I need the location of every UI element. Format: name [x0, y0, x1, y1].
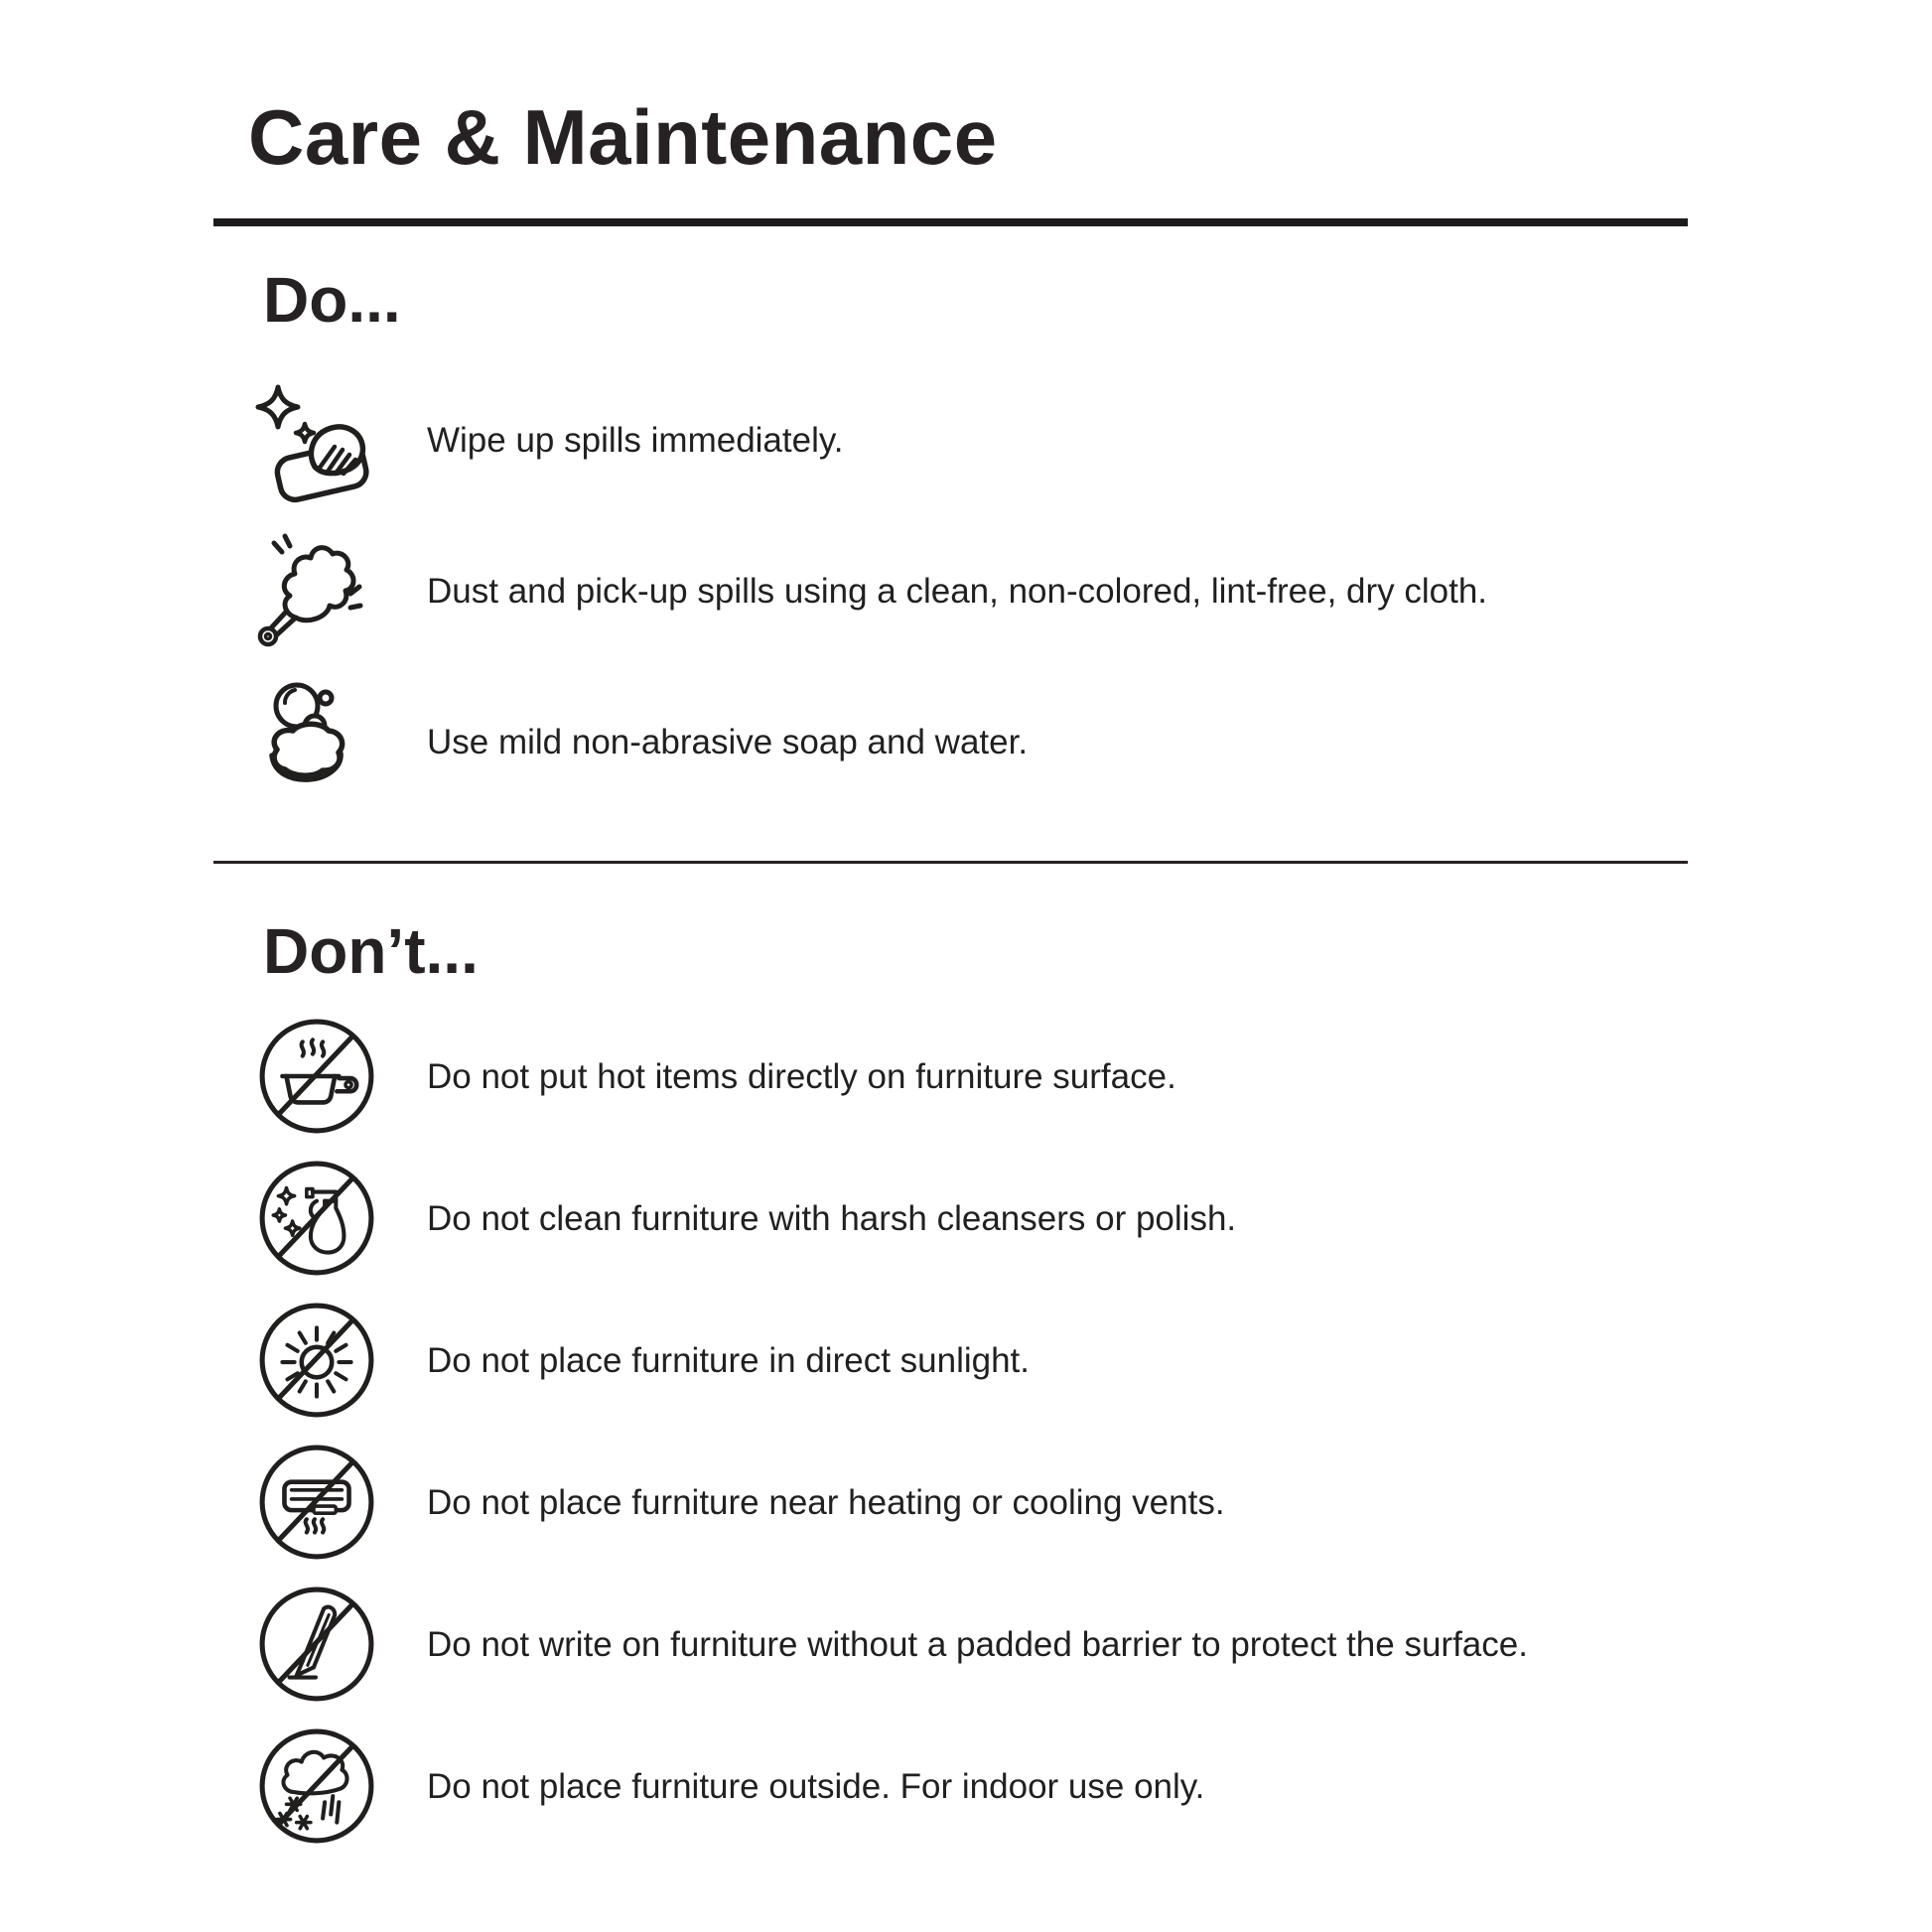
no-heating-vents-icon	[256, 1442, 377, 1563]
list-item-no-outdoor	[213, 1716, 1688, 1858]
dont-section-heading: Don’t...	[263, 915, 479, 988]
list-item-wipe-spills	[213, 364, 1688, 515]
list-item-no-hot-items	[213, 1006, 1688, 1148]
no-direct-sunlight-icon	[256, 1300, 377, 1421]
list-item-label: Do not put hot items directly on furniture surface.	[427, 1056, 1176, 1096]
duster-icon	[248, 526, 377, 655]
list-item-no-vents	[213, 1432, 1688, 1574]
no-outdoor-use-icon	[256, 1725, 377, 1847]
list-item-label: Do not write on furniture without a padded barrier to protect the surface.	[427, 1624, 1528, 1664]
page-title: Care & Maintenance	[248, 93, 998, 181]
list-item-no-writing	[213, 1574, 1688, 1716]
list-item-mild-soap	[213, 666, 1688, 817]
title-divider	[213, 218, 1688, 226]
wipe-hand-sparkle-icon	[248, 375, 377, 504]
no-harsh-cleansers-icon	[256, 1158, 377, 1279]
no-writing-icon	[256, 1584, 377, 1705]
list-item-label: Dust and pick-up spills using a clean, non-colored, lint-free, dry cloth.	[427, 571, 1488, 611]
list-item-label: Do not place furniture near heating or cooling vents.	[427, 1482, 1225, 1522]
list-item-label: Use mild non-abrasive soap and water.	[427, 722, 1029, 761]
section-divider	[213, 861, 1688, 864]
list-item-label: Do not place furniture outside. For indoor use only.	[427, 1766, 1205, 1806]
do-section-heading: Do...	[263, 263, 401, 336]
list-item-no-harsh-cleansers	[213, 1148, 1688, 1290]
list-item-dust	[213, 515, 1688, 666]
soap-bubbles-icon	[248, 677, 377, 806]
list-item-label: Wipe up spills immediately.	[427, 420, 844, 460]
no-hot-items-icon	[256, 1016, 377, 1137]
list-item-label: Do not clean furniture with harsh cleansers or polish.	[427, 1198, 1237, 1238]
list-item-no-sunlight	[213, 1290, 1688, 1432]
list-item-label: Do not place furniture in direct sunlight.	[427, 1340, 1030, 1380]
